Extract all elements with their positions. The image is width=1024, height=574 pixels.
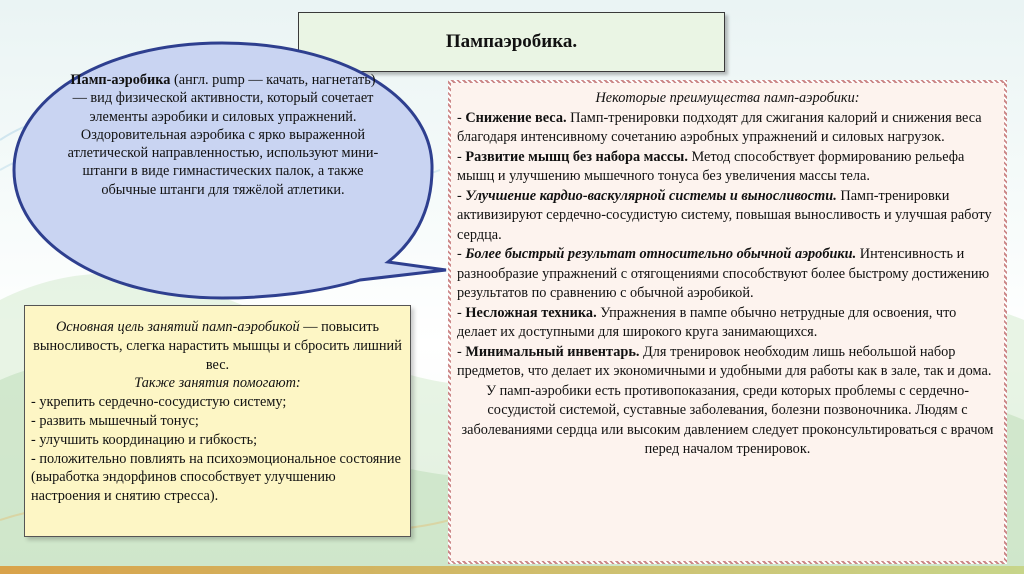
advantage-title: Развитие мышц без набора массы.: [465, 148, 688, 165]
goal-item: - укрепить сердечно-сосудистую систему;: [31, 394, 287, 411]
definition-body: (англ. pump — качать, нагнетать) — вид физической активности, который сочетает элементы аэробики и силовых упражнений. Оздоровительная аэробика с ярко выраженной атлетической направленностью, используют мини-штанги в виде гимнастических палок, а также обычные штанги для тяжёлой атлетики.: [67, 72, 379, 198]
goal-also-heading: Также занятия помогают:: [134, 375, 301, 392]
advantage-title: Улучшение кардио-васкулярной системы и выносливости.: [465, 187, 837, 204]
bottom-accent-bar: [0, 566, 1024, 574]
advantage-item: - Несложная техника. Упражнения в пампе обычно нетрудные для освоения, что делает их доступными для широкого круга занимающихся.: [457, 304, 957, 340]
definition-term: Памп-аэробика: [70, 72, 171, 88]
definition-text: [62, 71, 384, 199]
advantage-item: - Снижение веса. Памп-тренировки подходят для сжигания калорий и снижения веса благодаря интенсивному сочетанию аэробных упражнений и силовых нагрузок.: [457, 109, 982, 145]
goal-panel: [24, 305, 411, 537]
advantage-item: - Улучшение кардио-васкулярной системы и выносливости. Памп-тренировки активизируют сердечно-сосудистую систему, повышая выносливость и улучшая работу сердца.: [457, 187, 992, 243]
goal-item: - положительно повлиять на психоэмоциональное состояние (выработка эндорфинов способствует улучшению настроения и снятию стресса).: [31, 450, 401, 505]
slide-title: Пампаэробика.: [445, 31, 578, 52]
advantage-item: - Более быстрый результат относительно обычной аэробики. Интенсивность и разнообразие упражнений с отягощениями способствуют более быстрому достижению результатов по сравнению с обычной аэробикой.: [457, 246, 990, 301]
goal-lead: [31, 318, 404, 374]
advantages-panel: [448, 80, 1007, 564]
advantage-item: - Развитие мышц без набора массы. Метод способствует формированию рельефа мышц и улучшению мышечного тонуса без увеличения массы тела.: [457, 148, 965, 184]
goal-lead-rest: — повысить выносливость, слегка нарастить мышцы и сбросить лишний вес.: [33, 319, 402, 373]
advantage-title: Несложная техника.: [465, 304, 597, 321]
advantage-title: Минимальный инвентарь.: [465, 343, 640, 360]
advantages-heading: Некоторые преимущества памп-аэробики:: [595, 90, 860, 106]
contraindications-note: У памп-аэробики есть противопоказания, среди которых проблемы с сердечно-сосудистой системой, суставные заболевания, болезни позвоночника. Людям с заболеваниями сердца или высоким давлением следует проконсультироваться с врачом перед началом тренировок.: [461, 382, 994, 457]
goal-item: - улучшить координацию и гибкость;: [31, 431, 258, 448]
advantage-title: Более быстрый результат относительно обычной аэробики.: [465, 246, 857, 262]
goal-item: - развить мышечный тонус;: [31, 412, 199, 429]
goal-lead-italic: Основная цель занятий памп-аэробикой: [55, 319, 300, 335]
advantage-title: Снижение веса.: [465, 109, 567, 126]
advantage-item: - Минимальный инвентарь. Для тренировок необходим лишь небольшой набор предметов, что делает их экономичными и удобными для работы как в зале, так и дома.: [457, 343, 992, 379]
